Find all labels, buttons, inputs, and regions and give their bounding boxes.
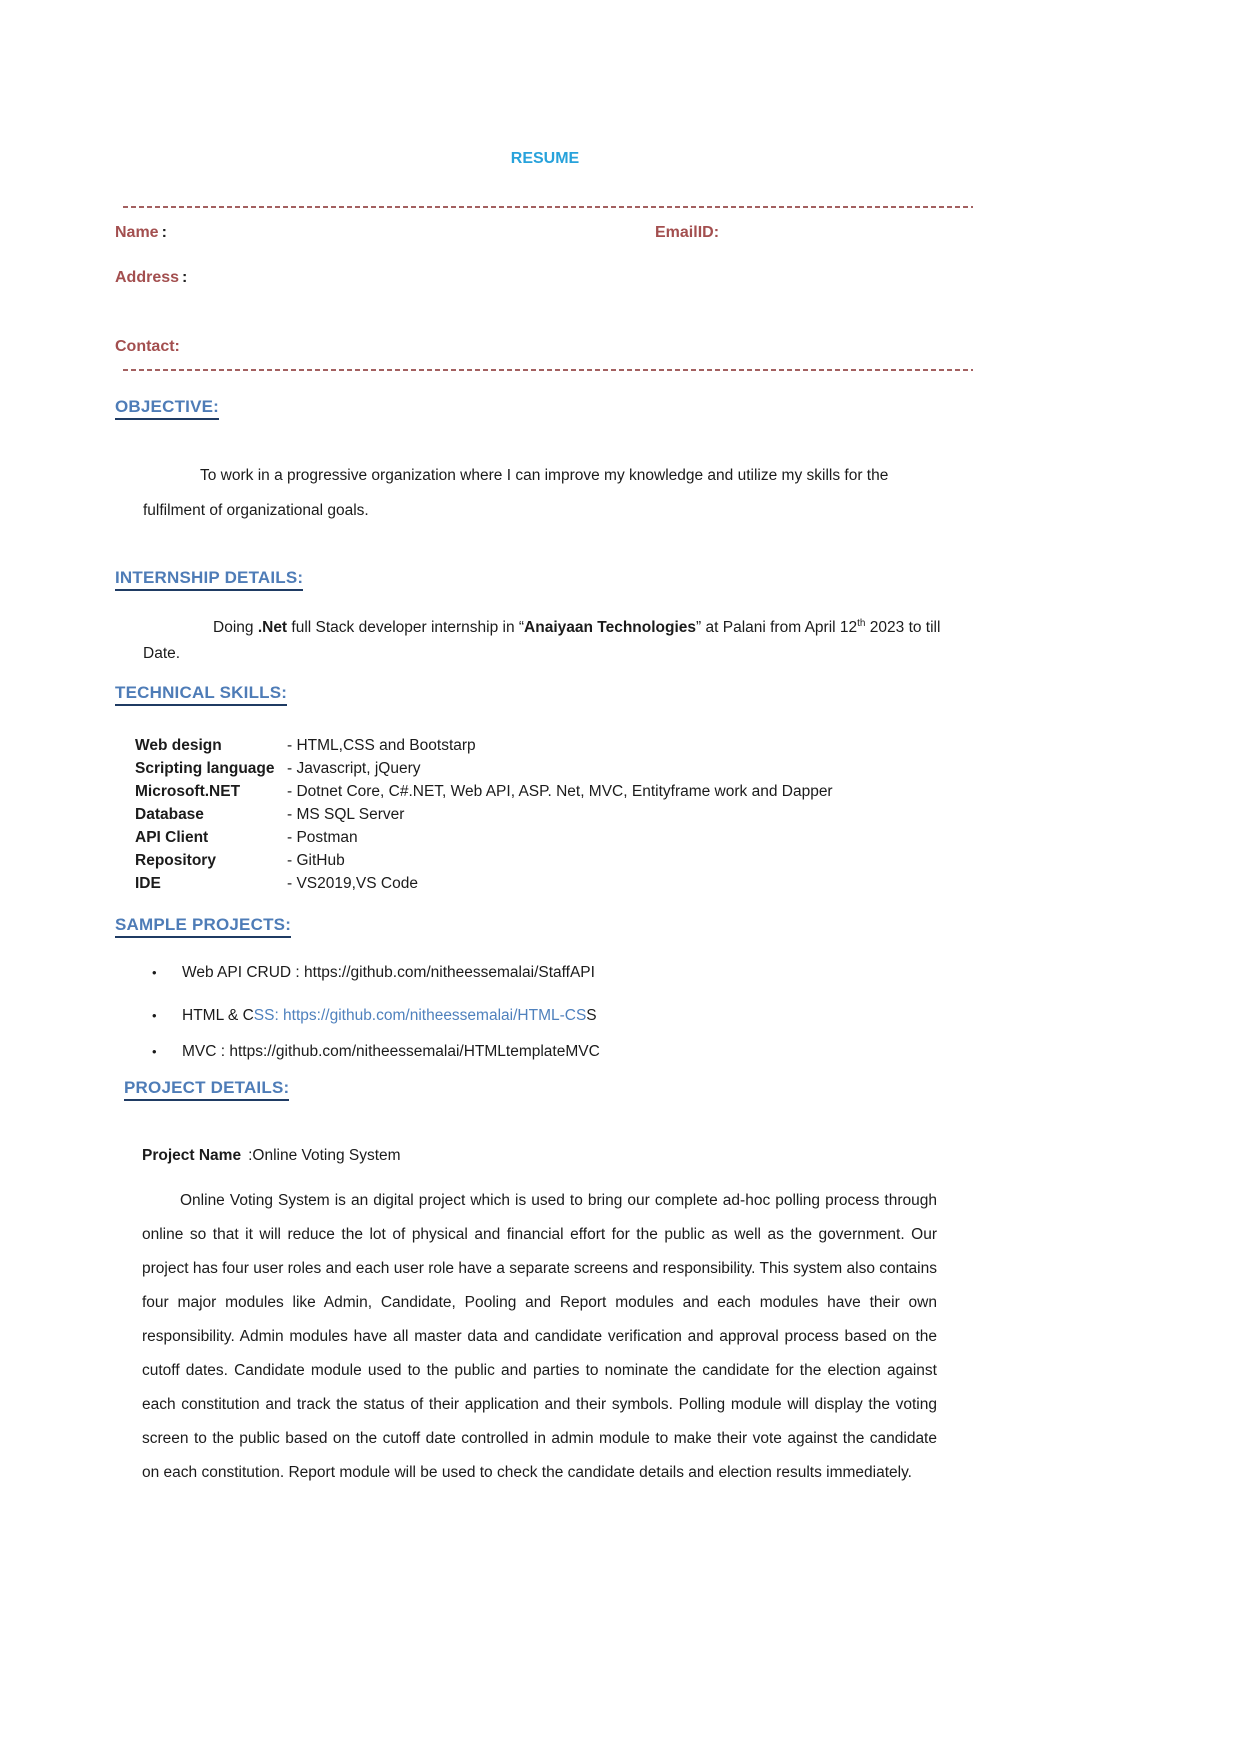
document-body	[115, 148, 975, 1490]
skill-value: - GitHub	[287, 852, 345, 870]
skill-value: - MS SQL Server	[287, 806, 405, 824]
skill-value: - HTML,CSS and Bootstarp	[287, 737, 476, 755]
skill-row	[135, 872, 975, 895]
project-name-colon: :	[248, 1147, 253, 1165]
skill-value: - VS2019,VS Code	[287, 875, 418, 893]
skill-row	[135, 734, 975, 757]
name-row	[115, 222, 975, 243]
list-item	[115, 1041, 975, 1062]
divider-line	[123, 369, 973, 371]
skill-label: IDE	[135, 875, 161, 893]
page-title: RESUME	[510, 150, 580, 167]
skill-value: - Dotnet Core, C#.NET, Web API, ASP. Net, MVC, Entityframe work and Dapper	[287, 783, 833, 801]
dotnet-bold: .Net	[257, 619, 288, 637]
bullet-icon: •	[152, 965, 157, 981]
bullet-icon: •	[152, 1044, 157, 1060]
section-heading-sample-projects: SAMPLE PROJECTS:	[115, 915, 975, 938]
objective-text: To work in a progressive organization where I can improve my knowledge and utilize my skills for the fulfilment of organizational goals.	[143, 467, 889, 519]
email-label: EmailID:	[655, 224, 720, 241]
sample-projects-list	[115, 962, 975, 1062]
address-colon: :	[182, 269, 188, 286]
name-label: Name	[115, 224, 159, 241]
project-link-text: MVC : https://github.com/nitheessemalai/HTMLtemplateMVC	[182, 1043, 600, 1061]
bullet-icon: •	[152, 1008, 157, 1024]
section-heading-project-details: PROJECT DETAILS:	[124, 1078, 975, 1101]
name-colon: :	[161, 224, 167, 241]
skill-row	[135, 849, 975, 872]
skill-value: - Javascript, jQuery	[287, 760, 421, 778]
skill-row	[135, 803, 975, 826]
skill-row	[135, 757, 975, 780]
contact-label: Contact:	[115, 338, 180, 355]
list-item	[115, 962, 975, 983]
hyperlink-text[interactable]: SS: https://github.com/nitheessemalai/HTML-CS	[253, 1007, 587, 1025]
skill-value: - Postman	[287, 829, 358, 847]
skill-label: Database	[135, 806, 204, 824]
project-link-text: Web API CRUD : https://github.com/nitheessemalai/StaffAPI	[182, 964, 595, 982]
skill-row	[135, 780, 975, 803]
address-row	[115, 267, 975, 288]
skills-table	[135, 734, 975, 895]
section-heading-objective: OBJECTIVE:	[115, 397, 975, 420]
project-name-label: Project Name	[142, 1147, 242, 1165]
skill-label: Scripting language	[135, 760, 275, 778]
section-heading-technical-skills: TECHNICAL SKILLS:	[115, 683, 975, 706]
list-item	[115, 1005, 975, 1026]
company-name: Anaiyaan Technologies	[524, 619, 697, 637]
project-link-text: HTML & CSS: https://github.com/nitheessemalai/HTML-CSS	[182, 1007, 597, 1025]
internship-text: Doing .Net full Stack developer internship in “Anaiyaan Technologies” at Palani from April 12th 2023 to till Date.	[143, 618, 941, 663]
skill-label: Microsoft.NET	[135, 783, 241, 801]
project-name-value: Online Voting System	[252, 1147, 401, 1165]
section-heading-internship: INTERNSHIP DETAILS:	[115, 568, 975, 591]
project-name-line	[142, 1145, 975, 1166]
project-description: Online Voting System is an digital project which is used to bring our complete ad-hoc polling process through online so that it will reduce the lot of physical and financial effort for the public as well as the government. Our project has four user roles and each user role have a separate screens and responsibility. This system also contains four major modules like Admin, Candidate, Pooling and Report modules and each modules have their own responsibility. Admin modules have all master data and candidate verification and approval process based on the cutoff dates. Candidate module used to the public and parties to nominate the candidate for the election against each constitution and track the status of their application and their symbols. Polling module will display the voting screen to the public based on the cutoff date controlled in admin module to make their vote against the candidate on each constitution. Report module will be used to check the candidate details and election results immediately.	[142, 1192, 937, 1482]
divider-line	[123, 206, 973, 208]
skill-label: Repository	[135, 852, 216, 870]
ordinal-suffix: th	[857, 618, 866, 629]
skill-row	[135, 826, 975, 849]
skill-label: API Client	[135, 829, 209, 847]
skill-label: Web design	[135, 737, 222, 755]
contact-row	[115, 336, 975, 357]
address-label: Address	[115, 269, 180, 286]
